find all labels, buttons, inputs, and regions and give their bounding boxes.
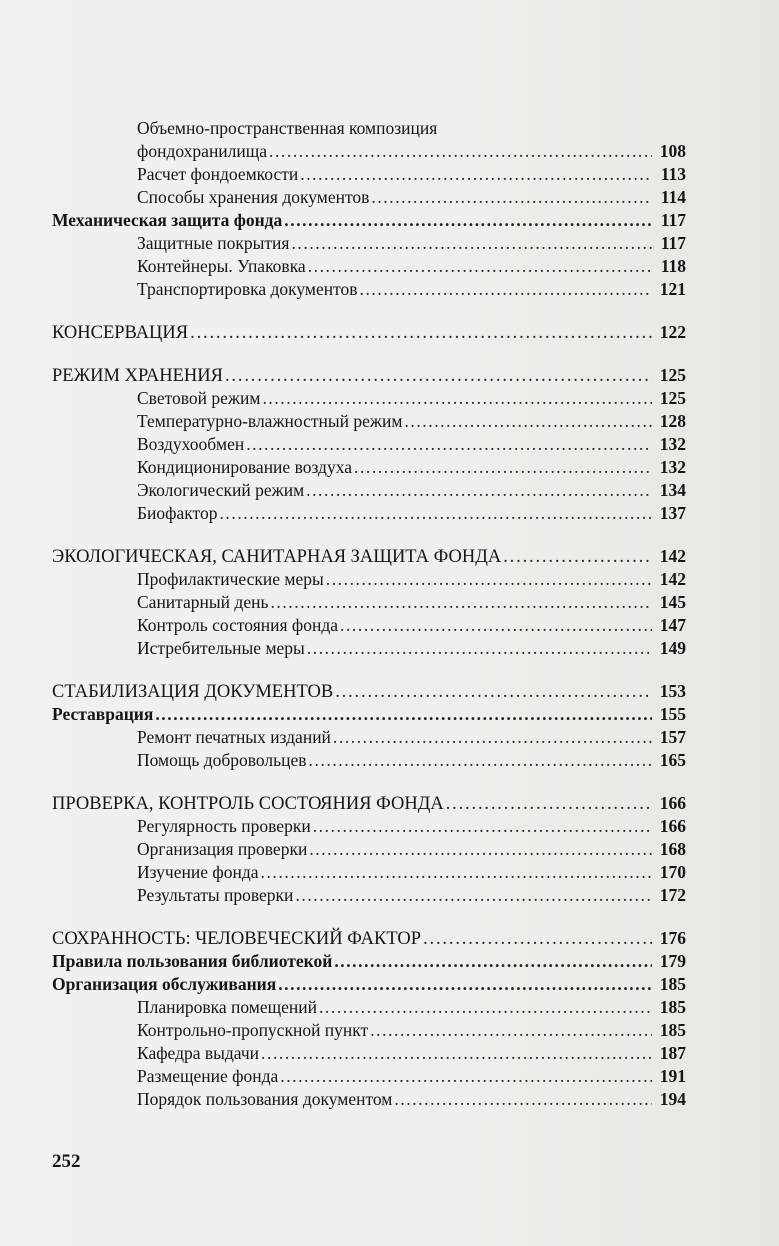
toc-entry [52,232,686,255]
dot-leader [262,387,652,410]
toc-entry-title: Контроль состояния фонда [137,615,339,635]
table-of-contents [52,117,686,1111]
toc-entry-page: 128 [659,411,686,431]
dot-leader [326,568,652,591]
toc-entry [52,591,686,614]
toc-entry [52,209,686,232]
toc-entry-page: 132 [659,434,686,454]
toc-entry [52,792,686,815]
toc-entry-title: ЭКОЛОГИЧЕСКАЯ, САНИТАРНАЯ ЗАЩИТА ФОНДА [52,547,502,567]
toc-entry [52,433,686,456]
toc-entry-title: Воздухообмен [137,434,245,454]
dot-leader [404,410,652,433]
toc-entry-title: Результаты проверки [137,885,294,905]
toc-entry-title: Световой режим [137,388,261,408]
toc-entry-title: РЕЖИМ ХРАНЕНИЯ [52,366,223,386]
toc-entry [52,1065,686,1088]
toc-entry [52,838,686,861]
toc-entry-title: Способы хранения документов [137,187,370,207]
toc-entry-title: Реставрация [52,704,154,724]
dot-leader [423,928,652,951]
toc-entry [52,996,686,1019]
toc-entry-title: фондохранилища [137,141,268,161]
toc-entry-page: 166 [659,793,686,813]
toc-entry-page: 185 [659,1020,686,1040]
toc-entry-title: Санитарный день [137,592,269,612]
toc-entry-title: Организация обслуживания [52,974,277,994]
toc-entry-page: 194 [659,1089,686,1109]
toc-entry [52,140,686,163]
toc-entry-title: Размещение фонда [137,1066,279,1086]
dot-leader [319,996,652,1019]
dot-leader [309,838,652,861]
dot-leader [313,815,652,838]
dot-leader [370,1019,652,1042]
toc-entry [52,568,686,591]
toc-entry-page: 168 [659,839,686,859]
toc-entry [52,927,686,950]
dot-leader [354,456,652,479]
toc-entry-page: 170 [659,862,686,882]
toc-entry [52,255,686,278]
dot-leader [308,255,652,278]
toc-entry [52,815,686,838]
dot-leader [394,1088,652,1111]
toc-entry-page: 172 [659,885,686,905]
toc-entry [52,703,686,726]
toc-entry-page: 185 [659,974,686,994]
toc-entry [52,861,686,884]
toc-entry-title: КОНСЕРВАЦИЯ [52,323,189,343]
dot-leader [371,186,652,209]
dot-leader [295,884,652,907]
dot-leader [335,681,652,704]
toc-entry [52,884,686,907]
toc-entry-title: Экологический режим [137,480,305,500]
toc-entry-title: ПРОВЕРКА, КОНТРОЛЬ СОСТОЯНИЯ ФОНДА [52,794,444,814]
toc-entry-page: 125 [659,388,686,408]
toc-entry-page: 137 [659,503,686,523]
toc-entry-title: Профилактические меры [137,569,324,589]
toc-entry-page: 114 [660,187,686,207]
toc-entry-page: 134 [659,480,686,500]
dot-leader [246,433,652,456]
dot-leader [340,614,652,637]
toc-entry [52,163,686,186]
toc-entry [52,321,686,344]
toc-entry [52,479,686,502]
toc-entry [52,545,686,568]
toc-entry-title: Изучение фонда [137,862,259,882]
dot-leader [284,209,652,232]
toc-entry-page: 117 [660,233,686,253]
toc-entry-page: 125 [659,365,686,385]
dot-leader [333,726,652,749]
toc-entry [52,614,686,637]
toc-entry-title: Объемно-пространственная композиция [137,118,438,138]
dot-leader [219,502,652,525]
toc-entry-title: Температурно-влажностный режим [137,411,403,431]
toc-entry-page: 142 [659,569,686,589]
toc-entry-title: Кондиционирование воздуха [137,457,352,477]
toc-entry-page: 118 [660,256,686,276]
toc-entry-title: Кафедра выдачи [137,1043,260,1063]
toc-entry-title: Помощь добровольцев [137,750,307,770]
toc-entry [52,749,686,772]
toc-entry-title: Транспортировка документов [137,279,358,299]
toc-entry [52,456,686,479]
toc-entry [52,637,686,660]
dot-leader [225,365,652,388]
toc-entry-title: Защитные покрытия [137,233,290,253]
toc-entry-page: 155 [659,704,686,724]
toc-entry-title: Планировка помещений [137,997,317,1017]
dot-leader [270,591,652,614]
toc-entry-page: 176 [659,928,686,948]
toc-entry-title: Механическая защита фонда [52,210,283,230]
toc-entry-title: Истребительные меры [137,638,305,658]
toc-entry-page: 117 [660,210,686,230]
toc-entry-page: 132 [659,457,686,477]
toc-entry-title: СОХРАННОСТЬ: ЧЕЛОВЕЧЕСКИЙ ФАКТОР [52,929,422,949]
toc-entry [52,364,686,387]
toc-entry-page: 108 [659,141,686,161]
toc-entry-page: 179 [659,951,686,971]
dot-leader [291,232,652,255]
toc-entry-title: Контейнеры. Упаковка [137,256,306,276]
dot-leader [300,163,652,186]
dot-leader [360,278,652,301]
toc-entry-title: Биофактор [137,503,218,523]
toc-entry-title: Правила пользования библиотекой [52,951,333,971]
dot-leader [278,973,652,996]
toc-entry-page: 147 [659,615,686,635]
toc-entry [52,117,686,140]
dot-leader [155,703,652,726]
toc-entry-page: 149 [659,638,686,658]
toc-entry [52,1019,686,1042]
toc-entry-page: 153 [659,681,686,701]
toc-entry [52,186,686,209]
toc-entry-page: 166 [659,816,686,836]
dot-leader [261,1042,652,1065]
toc-entry [52,278,686,301]
toc-entry-title: Порядок пользования документом [137,1089,393,1109]
toc-entry [52,502,686,525]
toc-entry-title: Контрольно-пропускной пункт [137,1020,369,1040]
toc-entry-title: Ремонт печатных изданий [137,727,331,747]
toc-entry-title: Регулярность проверки [137,816,311,836]
toc-entry-page: 191 [659,1066,686,1086]
toc-entry-title: Организация проверки [137,839,308,859]
toc-entry-page: 187 [659,1043,686,1063]
dot-leader [334,950,652,973]
toc-entry-title: СТАБИЛИЗАЦИЯ ДОКУМЕНТОВ [52,682,334,702]
toc-entry-page: 113 [660,164,686,184]
toc-entry-page: 121 [659,279,686,299]
toc-entry-page: 157 [659,727,686,747]
toc-entry-page: 142 [659,546,686,566]
toc-entry [52,410,686,433]
dot-leader [306,479,652,502]
toc-entry-page: 165 [659,750,686,770]
toc-entry-page: 185 [659,997,686,1017]
dot-leader [307,637,652,660]
dot-leader [503,546,652,569]
toc-entry [52,1088,686,1111]
dot-leader [190,322,652,345]
toc-entry [52,680,686,703]
dot-leader [446,793,652,816]
toc-entry-title: Расчет фондоемкости [137,164,299,184]
toc-entry [52,726,686,749]
toc-entry-page: 122 [659,322,686,342]
dot-leader [309,749,652,772]
toc-entry [52,950,686,973]
page-number: 252 [52,1151,81,1172]
toc-entry [52,1042,686,1065]
dot-leader [280,1065,652,1088]
toc-entry-page: 145 [659,592,686,612]
toc-entry [52,973,686,996]
toc-entry [52,387,686,410]
dot-leader [269,140,652,163]
dot-leader [261,861,652,884]
